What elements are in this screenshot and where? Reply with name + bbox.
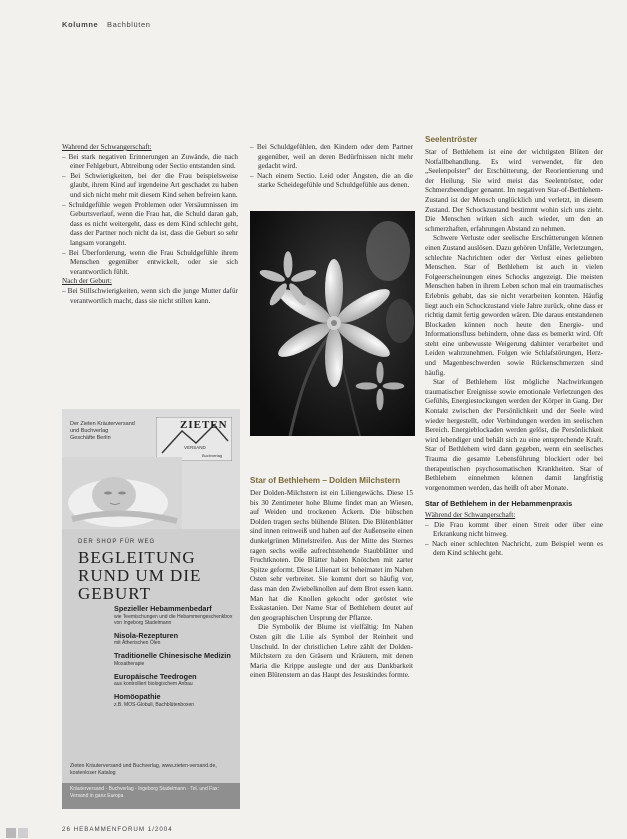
page-footer: 26 HEBAMMENFORUM 1/2004	[62, 826, 173, 833]
column-2-top	[250, 143, 413, 191]
ad-item-title: Spezieller Hebammenbedarf	[114, 604, 212, 613]
ad-product-item	[114, 632, 238, 647]
ad-item-sub: z.B. MOS-Globuli, Bachblütenboxen	[114, 701, 195, 708]
ad-bottom-bar: Kräuterversand · Buchverlag · Ingeborg Stadelmann · Tel. und Fax: Versand in ganz Europa	[62, 783, 240, 809]
col3-subhead: Star of Bethlehem in der Hebammenpraxis	[425, 499, 573, 509]
col1-heading: Wahrend der Schwangerschaft:	[62, 143, 152, 151]
ad-product-item	[114, 605, 238, 626]
ad-top-line: Der Zieten Kräuterversand	[70, 421, 135, 427]
logo-small: Buchverlag	[202, 453, 223, 458]
ad-item-sub: mit Ätherischen Ölen	[114, 640, 161, 646]
col2-para: – Nach einem Sectio. Leid oder Ängsten, die an die starke Scheidegefühle und Schuldgefühle aus denen.	[250, 171, 413, 190]
ad-product-list	[114, 605, 238, 714]
ad-top-panel	[62, 409, 240, 529]
section-title-star-of-bethlehem: Star of Bethlehem – Dolden Milchstern	[250, 476, 401, 485]
ad-item-sub: Moxatherapie	[114, 660, 145, 667]
ad-top-line: Geschäfte Berlin	[70, 435, 111, 441]
ad-product-item	[114, 693, 238, 708]
ad-item-title: Traditionelle Chinesische Medizin	[114, 651, 231, 660]
column-2-bottom	[250, 476, 413, 681]
col2-para: – Bei Schuldgefühlen, den Kindern oder dem Partner gegenüber, weil an deren Bedürfnissen nicht mehr gedacht wird.	[250, 143, 413, 171]
col1-para: – Bei Überforderung, wenn die Frau Schuldgefühle ihrem Menschen gegenüber entwickelt, oder sie sich verantwortlich fühlt.	[62, 248, 238, 276]
column-3	[425, 135, 603, 559]
ad-item-title: Homöopathie	[114, 692, 161, 701]
col3-para: Schwere Verluste oder seelische Erschütterungen können einen Zustand auslösen. Dazu gehören Unfälle, Verletzungen, schlechte Nachrichten oder der Verlust eines geliebten Menschen. Star of Bethlehem ist auch in vielen Folgeerscheinungen eines Schocks angezeigt. Die meisten Menschen haben in ihrem Leben schon mal ein traumatisches Erlebnis gehabt, das sie nicht verarbeiten konnten. Häufig liegt auch ein Schockzustand viele Jahre zurück, ohne dass er richtig damit fertig geworden wären. Die daraus entstandenen Blockaden können noch heute den Energie- und Informationsfluss behindern, ohne dass es bemerkt wird. Oft steht eine unbewusste Weigerung dahinter verarbeitet und Leiden wahrzunehmen. Folgen wie Schlafstörungen, Herz- und Magenbeschwerden sowie Rückenschmerzen sind häufig.	[425, 234, 603, 377]
ad-product-item	[114, 673, 238, 688]
header-topic: Bachblüten	[106, 20, 151, 29]
baby-photo	[62, 457, 182, 529]
col3-para: Star of Bethlehem löst mögliche Nachwirkungen traumatischer Ereignisse sowie emotionale Verletzungen des Gefühls, Energiestockungen werden der Körper in Gang. Der Kontakt zwischen der Persönlichkeit und der Seele wird wieder hergestellt, oder Verbindungen werden im seelischen Bereich. Energieblockaden werden gelöst, die Persönlichkeit wird lebendiger und behält sich zu eine entsprechende Kraft. Star of Bethlehem wird dann gegeben, wenn ein seelisches Trauma die gesamte Lebensführung blockiert oder bei therapeutischen psychosomatischen Krankheiten. Star of Bethlehem einnehmen können damit langfristig vorgenommen werden, das heißt oft aber Monate.	[425, 378, 603, 492]
ad-product-item	[114, 652, 238, 667]
ad-item-title: Europäische Teedrogen	[114, 671, 197, 681]
column-1	[62, 143, 238, 306]
scan-edge-mark	[6, 828, 16, 838]
col3-sub-para: – Nach einer schlechten Nachricht, zum Beispiel wenn es dem Kind schlecht geht.	[425, 539, 603, 558]
col3-para: Star of Bethlehem ist eine der wichtigsten Blüten der Notfallbehandlung. Es wird verwendet, für den „Seelenpolster” der Erschütterung, der Reorientierung und der Heilung. Sie wird meist das Seelentröster, oder Schmerzbeendiger genannt. Im negativen Star-of-Bethlehem-Zustand ist der Mensch unglücklich und verletzt, in diesem Zustand. Der Schockzustand bestimmt wohin sich uns zieht. Die Menschen wirken sich auch wieder, um den an schmerzhaften, erfahrungen Abstand zu nehmen.	[425, 148, 603, 233]
sleeping-baby-image	[62, 457, 182, 529]
col1-para: – Bei Schwierigkeiten, bei der die Frau beispielsweise glaubt, ihrem Kind auf irgendeine Art geschadet zu haben und sich nicht mehr mit diesem Kind sehen befreien kann.	[62, 171, 238, 199]
running-header	[62, 20, 151, 29]
ad-item-title: Nisola-Rezepturen	[114, 630, 179, 640]
logo-text: ZIETEN	[180, 419, 228, 431]
ad-item-sub: aus kontrolliert biologischem Anbau	[114, 681, 193, 687]
col3-sub-para: – Die Frau kommt über einen Streit oder über eine Erkrankung nicht hinweg.	[425, 520, 603, 539]
ad-title: BEGLEITUNG RUND UM DIE GEBURT	[78, 548, 202, 603]
col3-sub-pre: Während der Schwangerschaft:	[425, 510, 516, 519]
col1-after-para: – Bei Stillschwierigkeiten, wenn sich die junge Mutter dafür verantwortlich macht, dass sie nicht stillen kann.	[62, 286, 238, 305]
logo-sub: VERSAND	[184, 445, 206, 450]
ad-top-line: und Buchverlag	[70, 428, 109, 434]
scan-edge-mark	[18, 828, 28, 838]
advertisement	[62, 409, 240, 809]
ad-top-text	[70, 421, 135, 442]
col2b-para: Die Symbolik der Blume ist vielfältig: Im Nahen Osten gilt die Lilie als Symbol der Reinheit und Unschuld. In der christlichen Lehre zählt der Dolden-Milchstern zu den Gräsern und Kräutern, mit denen Maria die Krippe auslegte und der aus Dankbarkeit einen Blütenstern an das Haupt des Jesuskindes formte.	[250, 623, 413, 680]
header-section: Kolumne	[62, 20, 99, 29]
star-of-bethlehem-flower-image	[250, 211, 415, 436]
flower-photo	[250, 211, 415, 436]
ad-footer-text: Zieten Kräuterversand und Buchverlag, www.zieten-versand.de, kostenloser Katalog	[70, 763, 217, 776]
col1-para: – Bei stark negativen Erinnerungen an Zuwände, die nach einer Fehlgeburt, Abtreibung oder Sectio entstanden sind.	[62, 152, 238, 171]
col1-para: – Schuldgefühle wegen Problemen oder Versäumnissen im Geburtsverlauf, wenn die Frau hat, die Schuld daran gab, dass es nicht weitergeht, dass es dem Kind schlecht geht, dass der Partner noch nicht da ist, dass die Geburt so sehr langsam vorangeht.	[62, 200, 238, 247]
section-title-seelentroester: Seelentröster	[425, 135, 478, 144]
ad-item-sub: wie Teemischungen und die Hebammengeschenkbox von Ingeborg Stadelmann	[114, 613, 233, 626]
col1-after-birth-heading: Nach der Geburt:	[62, 277, 112, 286]
col2b-para: Der Dolden-Milchstern ist ein Liliengewächs. Diese 15 bis 30 Zentimeter hohe Blume findet man an Wiesen, auf Weiden und trockenen Äckern. Die hübschen Dolden tragen sechs blühende Blüten. Die Blütenblätter sind innen reinweiß und haben auf der Außenseite einen dunkelgrünen Mittelstreifen. Aus der Mitte des Sternes ragen sechs weiße aufrechtstehende Staubblätter und Fruchtknoten. Die Blätter haben Knötchen mit zarter Spitze geformt. Diese Lilienart ist beheimatet im Nahen Osten sehr verbreitet. Sie kommt dort so häufig vor, dass man den Zwiebelknollen auf dem Brot essen kann. Man hat die Knollen gekocht oder geröstet wie Esskastanien. Der Name Star of Bethlehem deutet auf den geographischen Ursprung der Pflanze.	[250, 489, 413, 622]
ad-subtitle: DER SHOP FÜR WEG	[78, 539, 156, 545]
zieten-logo	[156, 417, 232, 461]
